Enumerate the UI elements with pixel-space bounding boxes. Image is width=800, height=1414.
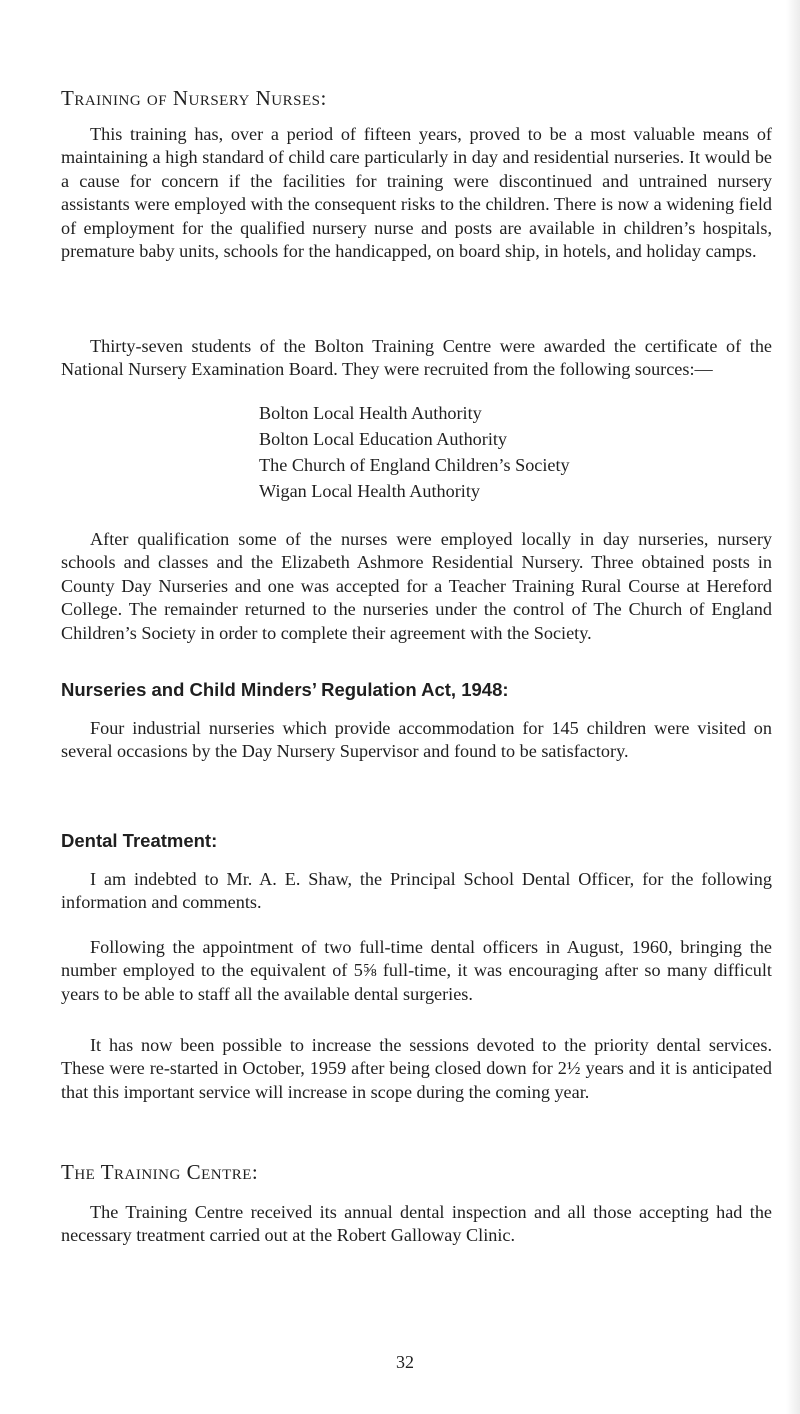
paragraph-training-value: This training has, over a period of fifteen years, proved to be a most valuable means of maintaining a high standard of child care particularly in day and residential nurseries. It would be a cause for concern if the facilities for training were discontinued and untrained nursery assistants were employed with the consequent risks to the children. There is now a widening field of employment for the qualified nursery nurse and posts are available in children’s hospitals, premature baby units, schools for the handicapped, on board ship, in hotels, and holiday camps. bbox=[61, 124, 772, 262]
list-item: Bolton Local Health Authority bbox=[259, 403, 482, 423]
heading-training-centre: The Training Centre: bbox=[61, 1160, 259, 1184]
list-item: The Church of England Children’s Society bbox=[259, 455, 570, 475]
heading-dental-treatment: Dental Treatment: bbox=[61, 830, 218, 851]
list-item: Bolton Local Education Authority bbox=[259, 429, 508, 449]
paragraph-priority-services: It has now been possible to increase the sessions devoted to the priority dental services. These were re-started in October, 1959 after being closed down for 2½ years and it is anticipated that this important service will increase in scope during the coming year. bbox=[61, 1035, 772, 1102]
paragraph-training-centre-inspection: The Training Centre received its annual dental inspection and all those accepting had the necessary treatment carried out at the Robert Galloway Clinic. bbox=[61, 1202, 772, 1246]
page-edge-shadow bbox=[786, 0, 800, 1414]
heading-nurseries-act: Nurseries and Child Minders’ Regulation Act, 1948: bbox=[61, 679, 509, 700]
paragraph-dental-appointments: Following the appointment of two full-time dental officers in August, 1960, bringing the number employed to the equivalent of 5⅝ full-time, it was encouraging after so many difficult years to be able to staff all the available dental surgeries. bbox=[61, 937, 772, 1004]
page-number: 32 bbox=[396, 1352, 414, 1372]
paragraph-after-qualification: After qualification some of the nurses were employed locally in day nurseries, nursery schools and classes and the Elizabeth Ashmore Residential Nursery. Three obtained posts in County Day Nurseries and one was accepted for a Teacher Training Rural Course at Hereford College. The remainder returned to the nurseries under the control of The Church of England Children’s Society in order to complete their agreement with the Society. bbox=[61, 529, 772, 643]
heading-training-nursery-nurses: Training of Nursery Nurses: bbox=[61, 86, 327, 110]
recruitment-sources-list bbox=[259, 400, 570, 504]
paragraph-students-awarded: Thirty-seven students of the Bolton Training Centre were awarded the certificate of the National Nursery Examination Board. They were recruited from the following sources:— bbox=[61, 336, 772, 380]
paragraph-industrial-nurseries: Four industrial nurseries which provide accommodation for 145 children were visited on several occasions by the Day Nursery Supervisor and found to be satisfactory. bbox=[61, 718, 772, 762]
list-item: Wigan Local Health Authority bbox=[259, 481, 480, 501]
paragraph-indebted: I am indebted to Mr. A. E. Shaw, the Principal School Dental Officer, for the following information and comments. bbox=[61, 869, 772, 913]
